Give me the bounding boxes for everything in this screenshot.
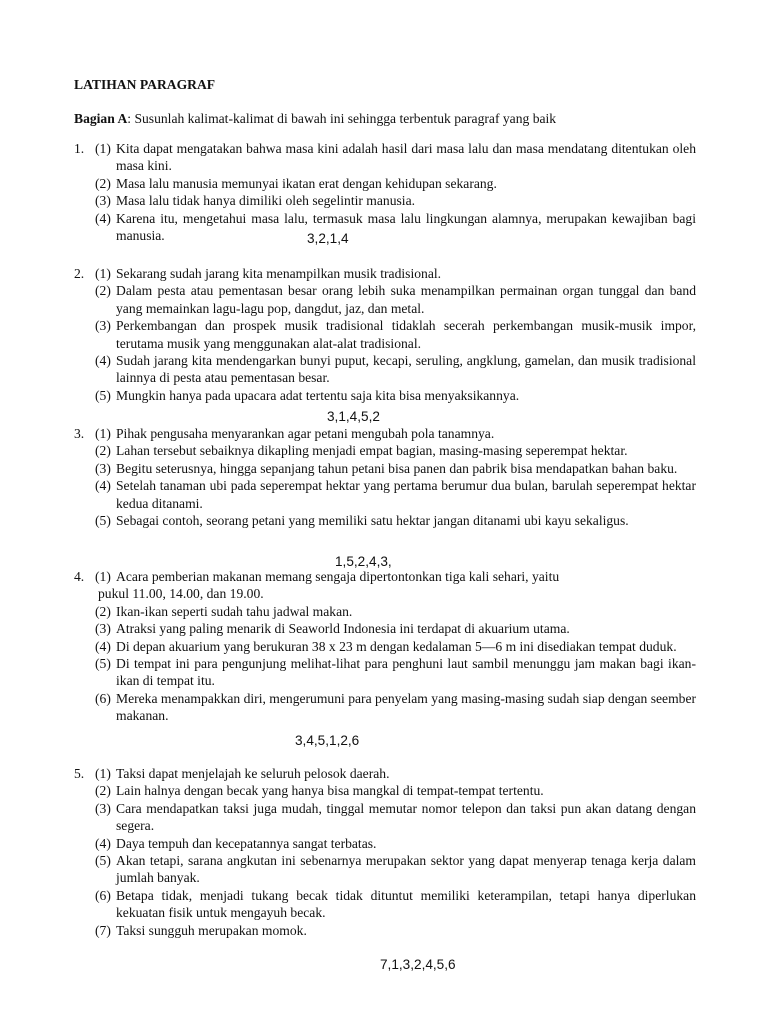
- sentence-text: Pihak pengusaha menyarankan agar petani mengubah pola tanamnya.: [116, 426, 495, 441]
- sentence-text: Lain halnya dengan becak yang hanya bisa mangkal di tempat-tempat tertentu.: [116, 783, 544, 799]
- question-4: [74, 568, 696, 725]
- sentence-row: [74, 175, 696, 192]
- question-first-item: [74, 568, 696, 603]
- handwritten-answer: 3,1,4,5,2: [327, 409, 380, 424]
- sentence-text: Setelah tanaman ubi pada seperempat hektar yang pertama berumur dua bulan, barulah seperempat hektar kedua ditanami.: [116, 478, 696, 511]
- sentence-text: Begitu seterusnya, hingga sepanjang tahun petani bisa panen dan pabrik bisa mendapatkan bahan baku.: [116, 460, 678, 476]
- sentence-item: [95, 922, 696, 939]
- sentence-row: [74, 922, 696, 939]
- sentence-row: [74, 460, 696, 477]
- sentence-row: [74, 603, 696, 620]
- sentence-text: Sudah jarang kita mendengarkan bunyi puput, kecapi, seruling, angklung, gamelan, dan musik tradisional lainnya di pesta atau pementasan besar.: [116, 353, 696, 386]
- sentence-row: [74, 387, 696, 404]
- sentence-row: [74, 352, 696, 387]
- sentence-item: [95, 317, 696, 352]
- sentence-text: Masa lalu manusia memunyai ikatan erat dengan kehidupan sekarang.: [116, 175, 497, 191]
- sentence-item: [95, 387, 696, 404]
- sentence-label: (7): [95, 922, 111, 938]
- sentence-item: [95, 568, 696, 603]
- sentence-label: (1): [95, 141, 111, 156]
- sentence-text: Sebagai contoh, seorang petani yang memiliki satu hektar jangan ditanami ubi kayu sekaligus.: [116, 513, 629, 529]
- sentence-row: [74, 638, 696, 655]
- sentence-item: [95, 690, 696, 725]
- sentence-text: Cara mendapatkan taksi juga mudah, tinggal memutar nomor telepon dan taksi pun akan datang dengan segera.: [116, 800, 696, 834]
- question-first-item: [74, 140, 696, 175]
- sentence-item: [95, 352, 696, 387]
- question-3: [74, 425, 696, 529]
- sentence-text: Atraksi yang paling menarik di Seaworld Indonesia ini terdapat di akuarium utama.: [116, 621, 570, 637]
- sentence-text: Acara pemberian makanan memang sengaja dipertontonkan tiga kali sehari, yaitu: [116, 569, 560, 584]
- sentence-text: Taksi sungguh merupakan momok.: [116, 922, 307, 938]
- question-2: [74, 265, 696, 404]
- sentence-label: (3): [95, 318, 111, 334]
- sentence-row: [74, 282, 696, 317]
- sentence-label: (5): [95, 513, 111, 529]
- sentence-label: (4): [95, 835, 111, 851]
- sentence-text: Akan tetapi, sarana angkutan ini sebenarnya merupakan sektor yang dapat menyerap tenaga kerja dalam jumlah banyak.: [116, 853, 696, 886]
- sentence-text: Sekarang sudah jarang kita menampilkan musik tradisional.: [116, 266, 442, 281]
- sentence-continuation: pukul 11.00, 14.00, dan 19.00.: [98, 586, 264, 602]
- sentence-row: [74, 317, 696, 352]
- sentence-label: (3): [95, 621, 111, 637]
- sentence-label: (4): [95, 210, 111, 226]
- sentence-label: (5): [95, 853, 111, 869]
- question-first-item: [74, 765, 696, 782]
- sentence-label: (5): [95, 387, 111, 403]
- question-1: [74, 140, 696, 244]
- sentence-item: [95, 887, 696, 922]
- sentence-item: [95, 620, 696, 637]
- sentence-item: [95, 140, 696, 175]
- sentence-row: [74, 655, 696, 690]
- sentence-row: [74, 835, 696, 852]
- sentence-text: Kita dapat mengatakan bahwa masa kini adalah hasil dari masa lalu dan masa mendatang ditentukan oleh masa kini.: [116, 141, 696, 174]
- sentence-item: [95, 425, 696, 442]
- sentence-label: (1): [95, 426, 111, 441]
- question-number: 2.: [74, 266, 85, 281]
- sentence-item: [95, 265, 696, 282]
- sentence-label: (3): [95, 800, 111, 816]
- sentence-label: (6): [95, 690, 111, 706]
- sentence-item: [95, 800, 696, 835]
- sentence-item: [95, 175, 696, 192]
- sentence-label: (2): [95, 603, 111, 619]
- sentence-text: Ikan-ikan seperti sudah tahu jadwal makan.: [116, 603, 353, 619]
- question-number: 4.: [74, 569, 85, 584]
- sentence-text: Perkembangan dan prospek musik tradisional tidaklah secerah perkembangan musik-musik impor, terutama musik yang menggunakan alat-alat tradisional.: [116, 318, 696, 351]
- sentence-row: [74, 800, 696, 835]
- sentence-item: [95, 603, 696, 620]
- sentence-row: [74, 690, 696, 725]
- sentence-label: (4): [95, 353, 111, 369]
- question-first-item: [74, 425, 696, 442]
- sentence-label: (4): [95, 478, 111, 494]
- sentence-item: [95, 192, 696, 209]
- sentence-item: [95, 282, 696, 317]
- question-5: [74, 765, 696, 939]
- sentence-text: Taksi dapat menjelajah ke seluruh pelosok daerah.: [116, 766, 390, 781]
- sentence-label: (1): [95, 569, 111, 584]
- sentence-text: Lahan tersebut sebaiknya dikapling menjadi empat bagian, masing-masing seperempat hektar.: [116, 443, 628, 459]
- sentence-item: [95, 460, 696, 477]
- sentence-text: Di tempat ini para pengunjung melihat-lihat para penghuni laut sambil menunggu jam makan bagi ikan-ikan di tempat itu.: [116, 656, 696, 689]
- page-title: LATIHAN PARAGRAF: [74, 77, 216, 92]
- sentence-item: [95, 442, 696, 459]
- handwritten-answer: 3,2,1,4: [307, 231, 349, 246]
- sentence-row: [74, 442, 696, 459]
- sentence-label: (5): [95, 656, 111, 672]
- section-label: Bagian A: [74, 111, 128, 126]
- sentence-text: Mereka menampakkan diri, mengerumuni para penyelam yang masing-masing sudah siap dengan seember makanan.: [116, 690, 696, 724]
- sentence-text: Daya tempuh dan kecepatannya sangat terbatas.: [116, 835, 377, 851]
- sentence-item: [95, 512, 696, 529]
- sentence-item: [95, 638, 696, 655]
- sentence-label: (6): [95, 887, 111, 903]
- sentence-text: Di depan akuarium yang berukuran 38 x 23 m dengan kedalaman 5—6 m ini disediakan tempat duduk.: [116, 638, 677, 654]
- sentence-item: [95, 210, 696, 245]
- sentence-item: [95, 782, 696, 799]
- sentence-row: [74, 782, 696, 799]
- sentence-label: (1): [95, 266, 111, 281]
- section-text: : Susunlah kalimat-kalimat di bawah ini sehingga terbentuk paragraf yang baik: [127, 111, 557, 126]
- handwritten-answer: 7,1,3,2,4,5,6: [380, 957, 456, 972]
- sentence-label: (1): [95, 766, 111, 781]
- sentence-label: (2): [95, 443, 111, 459]
- sentence-text: Mungkin hanya pada upacara adat tertentu saja kita bisa menyaksikannya.: [116, 387, 520, 403]
- sentence-label: (3): [95, 193, 111, 209]
- sentence-row: [74, 512, 696, 529]
- sentence-text: Masa lalu tidak hanya dimiliki oleh segelintir manusia.: [116, 193, 415, 209]
- handwritten-answer: 3,4,5,1,2,6: [295, 733, 360, 748]
- sentence-item: [95, 852, 696, 887]
- sentence-row: [74, 477, 696, 512]
- sentence-item: [95, 765, 696, 782]
- sentence-row: [74, 192, 696, 209]
- handwritten-answer: 1,5,2,4,3,: [335, 554, 392, 569]
- question-number: 1.: [74, 141, 85, 156]
- question-number: 5.: [74, 766, 85, 781]
- sentence-item: [95, 835, 696, 852]
- sentence-label: (3): [95, 460, 111, 476]
- sentence-item: [95, 477, 696, 512]
- sentence-label: (2): [95, 783, 111, 799]
- sentence-text: Dalam pesta atau pementasan besar orang lebih suka menampilkan permainan organ tunggal dan band yang memainkan lagu-lagu pop, dangdut, jaz, dan metal.: [116, 283, 696, 316]
- question-first-item: [74, 265, 696, 282]
- sentence-item: [95, 655, 696, 690]
- section-instruction: [74, 110, 694, 127]
- question-number: 3.: [74, 426, 85, 441]
- sentence-text: Betapa tidak, menjadi tukang becak tidak dituntut memiliki keterampilan, tetapi hanya diperlukan kekuatan fisik untuk mengayuh becak.: [116, 887, 696, 921]
- sentence-label: (2): [95, 175, 111, 191]
- sentence-row: [74, 620, 696, 637]
- sentence-row: [74, 852, 696, 887]
- sentence-label: (4): [95, 638, 111, 654]
- sentence-row: [74, 887, 696, 922]
- sentence-text: Karena itu, mengetahui masa lalu, termasuk masa lalu lingkungan alamnya, merupakan kewajiban bagi manusia.: [116, 210, 696, 244]
- sentence-row: [74, 210, 696, 245]
- sentence-label: (2): [95, 283, 111, 299]
